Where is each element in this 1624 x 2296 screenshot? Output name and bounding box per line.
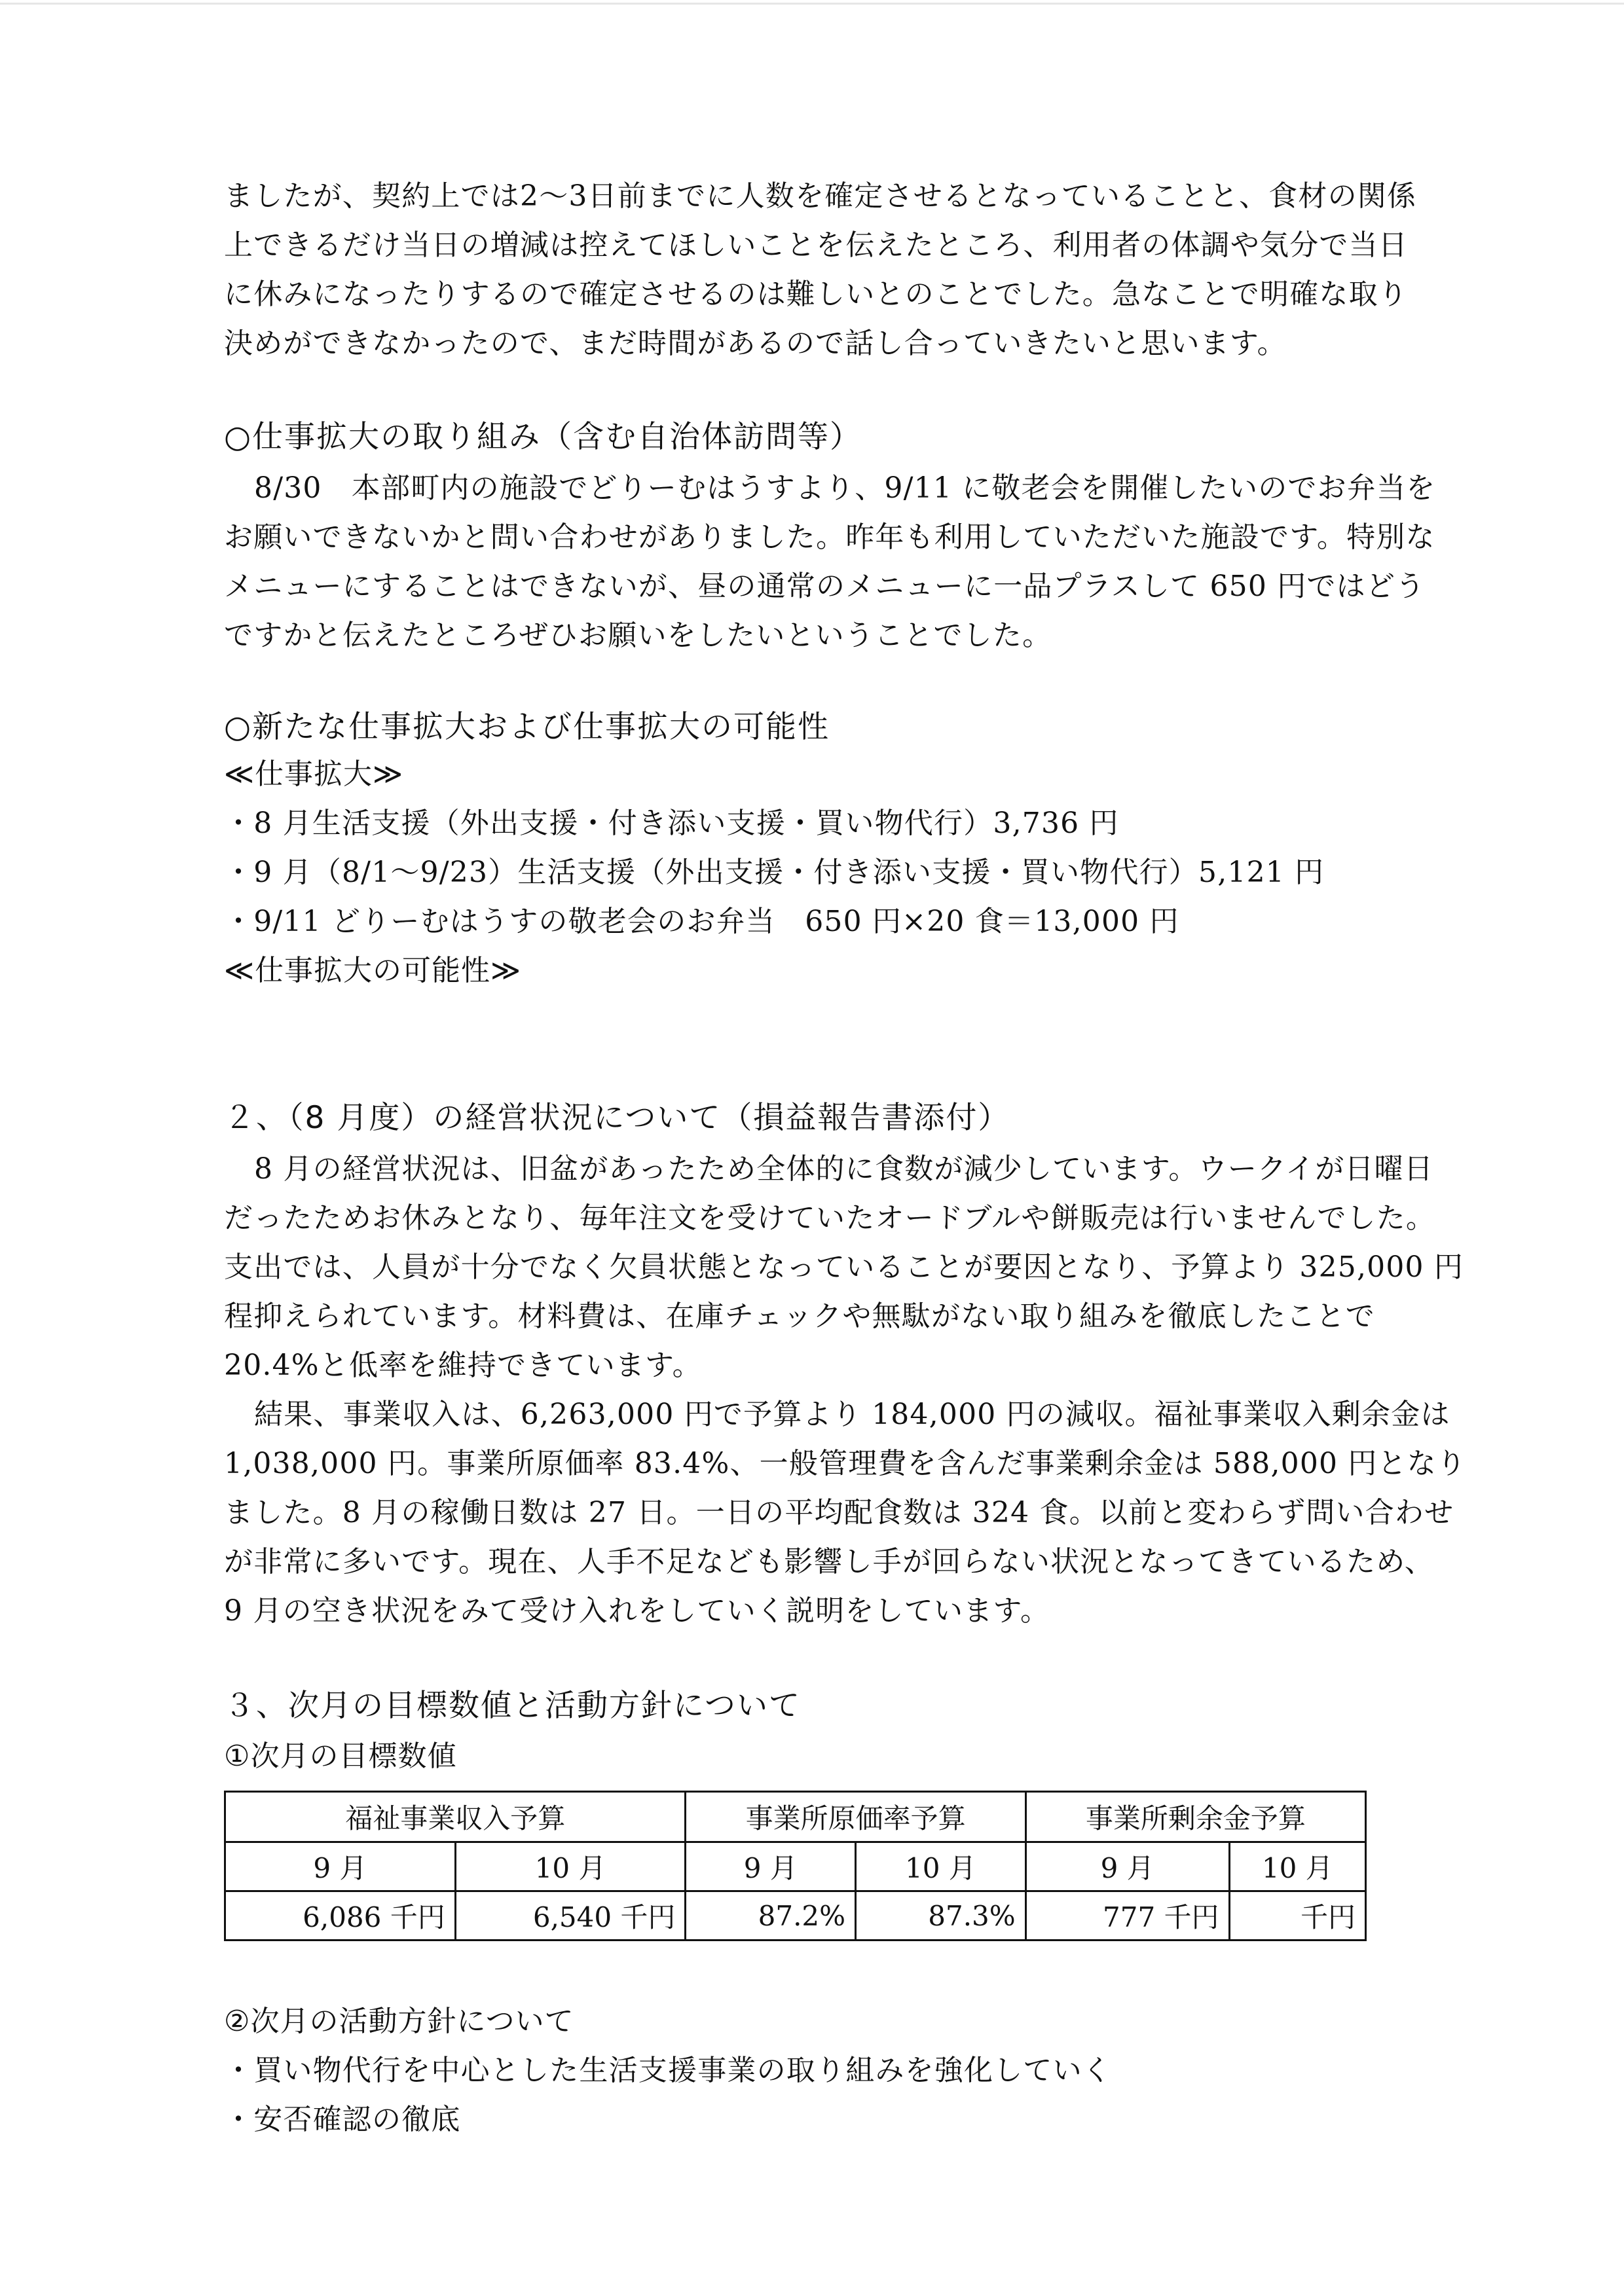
section-2-line: だったためお休みとなり、毎年注文を受けていたオードブルや餅販売は行いませんでした。 [224,1201,1436,1235]
section-2-line: 1,038,000 円。事業所原価率 83.4%、一般管理費を含んだ事業剰余金は 588,000 円となり [224,1447,1467,1480]
table-value-cell: 87.2% [686,1891,856,1941]
header-surplus-budget: 事業所剰余金予算 [1025,1792,1365,1842]
section-2-line: 支出では、人員が十分でなく欠員状態となっていることが要因となり、予算より 325,000 円 [224,1250,1464,1284]
header-welfare-income-budget: 福祉事業収入予算 [225,1792,686,1842]
new-expansion-heading: ○新たな仕事拡大および仕事拡大の可能性 [224,709,830,745]
section-2-line: 結果、事業収入は、6,263,000 円で予算より 184,000 円の減収。福祉事業収入剰余金は [254,1398,1450,1431]
table-value-cell: 6,086 千円 [225,1891,456,1941]
table-value-cell: 87.3% [856,1891,1026,1941]
section-3-heading: ３、次月の目標数値と活動方針について [224,1688,802,1724]
table-month-cell: 10 月 [455,1842,686,1891]
intro-line: ましたが、契約上では2～3日前までに人数を確定させるとなっていることと、食材の関係 [224,179,1417,213]
table-month-cell: 9 月 [225,1842,456,1891]
table-month-row [225,1842,1366,1891]
policy-item: ・安否確認の徹底 [224,2103,461,2136]
expansion-item: ・9/11 どりーむはうすの敬老会のお弁当 650 円×20 食＝13,000 円 [224,905,1179,938]
section-2-line: が非常に多いです。現在、人手不足なども影響し手が回らない状況となってきているため、 [224,1545,1434,1578]
intro-line: に休みになったりするので確定させるのは難しいとのことでした。急なことで明確な取り [224,278,1408,311]
targets-subheading: ①次月の目標数値 [224,1740,457,1773]
expansion-item: ・9 月（8/1～9/23）生活支援（外出支援・付き添い支援・買い物代行）5,121 円 [224,856,1325,889]
table-value-row [225,1891,1366,1941]
table-month-cell: 9 月 [1025,1842,1229,1891]
expansion-line: お願いできないかと問い合わせがありました。昨年も利用していただいた施設です。特別な [224,520,1435,554]
expansion-line: 8/30 本部町内の施設でどりーむはうすより、9/11 に敬老会を開催したいのでお弁当を [254,471,1436,505]
policy-item: ・買い物代行を中心とした生活支援事業の取り組みを強化していく [224,2054,1112,2087]
scan-edge-artifact [0,3,1624,5]
targets-table [224,1791,1367,1941]
table-month-cell: 10 月 [1229,1842,1365,1891]
section-2-heading: ２、（8 月度）の経営状況について（損益報告書添付） [224,1100,1010,1136]
table-header-row [225,1792,1366,1842]
intro-line: 決めができなかったので、まだ時間があるので話し合っていきたいと思います。 [224,327,1287,360]
header-cost-rate-budget: 事業所原価率予算 [686,1792,1025,1842]
section-2-line: ました。8 月の稼働日数は 27 日。一日の平均配食数は 324 食。以前と変わらず問い合わせ [224,1496,1454,1529]
table-month-cell: 10 月 [856,1842,1026,1891]
table-value-cell: 777 千円 [1025,1891,1229,1941]
expansion-item: ・8 月生活支援（外出支援・付き添い支援・買い物代行）3,736 円 [224,807,1119,840]
policy-subheading: ②次月の活動方針について [224,2005,574,2038]
section-2-line: 20.4%と低率を維持できています。 [224,1349,702,1382]
section-2-line: 8 月の経営状況は、旧盆があったため全体的に食数が減少しています。ウークイが日曜日 [254,1152,1434,1186]
table-value-cell: 千円 [1229,1891,1365,1941]
table-month-cell: 9 月 [686,1842,856,1891]
section-2-line: 程抑えられています。材料費は、在庫チェックや無駄がない取り組みを徹底したことで [224,1300,1375,1333]
table-value-cell: 6,540 千円 [455,1891,686,1941]
expansion-line: メニューにすることはできないが、昼の通常のメニューに一品プラスして 650 円ではどう [224,570,1426,603]
section-2-line: 9 月の空き状況をみて受け入れをしていく説明をしています。 [224,1594,1050,1628]
expansion-line: ですかと伝えたところぜひお願いをしたいということでした。 [224,619,1052,652]
expansion-heading: ○仕事拡大の取り組み（含む自治体訪問等） [224,419,862,455]
intro-line: 上できるだけ当日の増減は控えてほしいことを伝えたところ、利用者の体調や気分で当日 [224,228,1408,262]
expansion-subheading: ≪仕事拡大≫ [224,757,404,791]
possibility-subheading: ≪仕事拡大の可能性≫ [224,954,522,987]
